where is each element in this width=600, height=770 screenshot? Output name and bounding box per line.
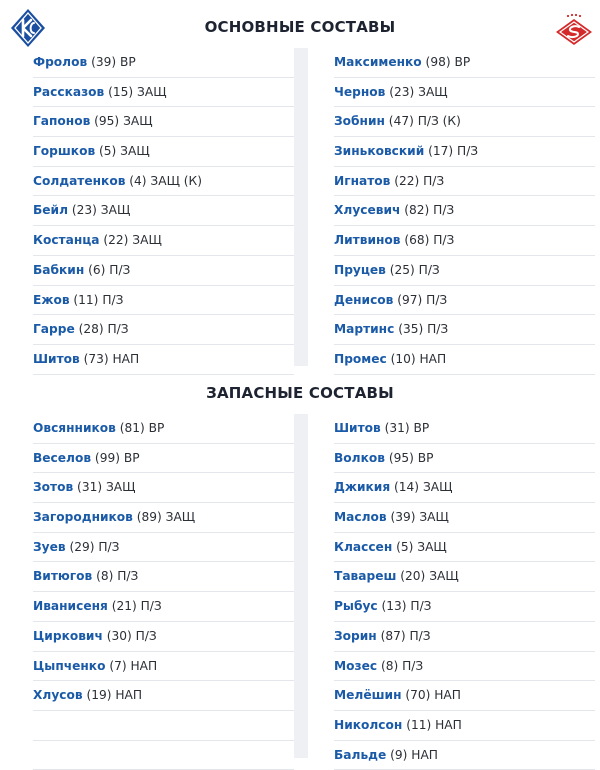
player-name-link[interactable]: Игнатов xyxy=(334,173,391,188)
player-name-link[interactable]: Загородников xyxy=(33,510,133,525)
player-number-position: (8) П/З xyxy=(92,569,139,584)
player-name-link[interactable]: Джикия xyxy=(334,480,391,495)
player-number-position: (97) П/З xyxy=(393,292,448,307)
player-row[interactable] xyxy=(33,592,294,622)
player-row[interactable] xyxy=(33,286,294,316)
player-number-position: (22) ЗАЩ xyxy=(99,233,162,248)
player-name-link[interactable]: Иванисеня xyxy=(33,599,108,614)
player-name-link[interactable]: Денисов xyxy=(334,292,394,307)
player-number-position: (89) ЗАЩ xyxy=(132,510,196,525)
player-number-position: (95) ЗАЩ xyxy=(90,114,153,129)
player-row[interactable] xyxy=(334,444,595,474)
player-row[interactable] xyxy=(334,256,595,286)
subs-lineups-title: ЗАПАСНЫЕ СОСТАВЫ xyxy=(206,384,394,402)
player-number-position: (68) П/З xyxy=(400,233,455,248)
player-name-link[interactable]: Тавареш xyxy=(334,569,397,584)
player-row[interactable] xyxy=(33,503,294,533)
player-name-link[interactable]: Ежов xyxy=(33,292,70,307)
player-number-position: (31) ВР xyxy=(380,421,430,435)
player-row[interactable] xyxy=(334,107,595,137)
player-number-position: (14) ЗАЩ xyxy=(390,480,453,495)
player-number-position: (21) П/З xyxy=(107,599,162,614)
player-row[interactable] xyxy=(334,652,595,682)
player-number-position: (4) ЗАЩ (К) xyxy=(125,173,202,188)
player-row[interactable] xyxy=(33,414,294,444)
player-row[interactable] xyxy=(33,444,294,474)
player-number-position: (23) ЗАЩ xyxy=(385,84,448,99)
player-row[interactable] xyxy=(334,622,595,652)
player-row[interactable] xyxy=(33,533,294,563)
player-row[interactable] xyxy=(33,622,294,652)
player-row[interactable] xyxy=(33,315,294,345)
player-number-position: (82) П/З xyxy=(400,203,455,218)
player-number-position: (10) НАП xyxy=(386,351,447,366)
subs-column-divider xyxy=(294,414,308,758)
player-number-position: (9) НАП xyxy=(386,747,438,762)
player-name-link[interactable]: Рыбус xyxy=(334,599,378,614)
player-name-link[interactable]: Чернов xyxy=(334,84,386,99)
subs-away-lineup xyxy=(334,414,595,770)
main-away-lineup xyxy=(334,48,595,375)
player-row[interactable] xyxy=(334,741,595,770)
player-name-link[interactable]: Промес xyxy=(334,351,387,366)
player-row[interactable] xyxy=(334,592,595,622)
player-row[interactable] xyxy=(334,78,595,108)
player-number-position: (98) ВР xyxy=(421,55,471,69)
player-row[interactable] xyxy=(33,48,294,78)
player-number-position: (31) ЗАЩ xyxy=(73,480,136,495)
player-number-position: (70) НАП xyxy=(401,688,461,703)
player-name-link[interactable]: Хлусов xyxy=(33,688,83,703)
player-name-link[interactable]: Фролов xyxy=(33,55,88,69)
player-number-position: (11) П/З xyxy=(69,292,124,307)
player-row[interactable] xyxy=(33,107,294,137)
empty-row xyxy=(33,711,294,741)
player-number-position: (7) НАП xyxy=(105,658,158,673)
player-name-link[interactable]: Мелёшин xyxy=(334,688,402,703)
player-name-link[interactable]: Мартинс xyxy=(334,322,395,337)
player-name-link[interactable]: Гапонов xyxy=(33,114,91,129)
player-number-position: (47) П/З (К) xyxy=(384,114,461,129)
player-row[interactable] xyxy=(334,226,595,256)
player-row[interactable] xyxy=(33,137,294,167)
player-number-position: (73) НАП xyxy=(79,351,140,366)
player-row[interactable] xyxy=(33,562,294,592)
player-name-link[interactable]: Пруцев xyxy=(334,262,386,277)
player-row[interactable] xyxy=(33,652,294,682)
player-number-position: (6) П/З xyxy=(84,262,131,277)
player-name-link[interactable]: Гарре xyxy=(33,322,75,337)
player-row[interactable] xyxy=(334,473,595,503)
player-row[interactable] xyxy=(33,226,294,256)
main-lineups-title: ОСНОВНЫЕ СОСТАВЫ xyxy=(204,18,396,36)
player-row[interactable] xyxy=(33,345,294,375)
spartak-logo-icon xyxy=(554,8,594,48)
player-number-position: (17) П/З xyxy=(424,144,479,159)
player-name-link[interactable]: Максименко xyxy=(334,55,422,69)
player-number-position: (39) ЗАЩ xyxy=(386,510,449,525)
player-row[interactable] xyxy=(334,503,595,533)
player-row[interactable] xyxy=(33,681,294,711)
player-name-link[interactable]: Веселов xyxy=(33,450,92,465)
player-name-link[interactable]: Зиньковский xyxy=(334,144,425,159)
player-name-link[interactable]: Литвинов xyxy=(334,233,401,248)
player-number-position: (8) П/З xyxy=(377,658,424,673)
player-name-link[interactable]: Зобнин xyxy=(334,114,385,129)
player-row[interactable] xyxy=(33,473,294,503)
main-column-divider xyxy=(294,48,308,366)
player-number-position: (29) П/З xyxy=(65,539,120,554)
player-row[interactable] xyxy=(33,167,294,197)
player-name-link[interactable]: Маслов xyxy=(334,510,387,525)
player-number-position: (95) ВР xyxy=(384,450,434,465)
player-number-position: (22) П/З xyxy=(390,173,445,188)
player-row[interactable] xyxy=(334,167,595,197)
player-row[interactable] xyxy=(334,562,595,592)
player-row[interactable] xyxy=(334,48,595,78)
player-name-link[interactable]: Зуев xyxy=(33,539,66,554)
player-name-link[interactable]: Рассказов xyxy=(33,84,105,99)
player-number-position: (28) П/З xyxy=(74,322,129,337)
player-row[interactable] xyxy=(33,256,294,286)
main-home-lineup xyxy=(33,48,294,375)
player-name-link[interactable]: Горшков xyxy=(33,144,96,159)
player-number-position: (11) НАП xyxy=(402,717,462,732)
player-name-link[interactable]: Костанца xyxy=(33,233,100,248)
subs-lineups-header xyxy=(0,372,600,414)
player-name-link[interactable]: Солдатенков xyxy=(33,173,126,188)
player-row[interactable] xyxy=(334,137,595,167)
player-row[interactable] xyxy=(334,681,595,711)
player-name-link[interactable]: Волков xyxy=(334,450,385,465)
player-name-link[interactable]: Бейл xyxy=(33,203,69,218)
player-name-link[interactable]: Хлусевич xyxy=(334,203,401,218)
player-number-position: (15) ЗАЩ xyxy=(104,84,167,99)
player-number-position: (39) ВР xyxy=(87,55,136,69)
player-number-position: (5) ЗАЩ xyxy=(95,144,150,159)
player-number-position: (20) ЗАЩ xyxy=(396,569,459,584)
player-name-link[interactable]: Цыпченко xyxy=(33,658,106,673)
player-name-link[interactable]: Николсон xyxy=(334,717,403,732)
player-row[interactable] xyxy=(334,414,595,444)
player-number-position: (87) П/З xyxy=(376,628,431,643)
player-number-position: (25) П/З xyxy=(385,262,440,277)
player-name-link[interactable]: Бальде xyxy=(334,747,387,762)
player-row[interactable] xyxy=(334,196,595,226)
player-name-link[interactable]: Бабкин xyxy=(33,262,85,277)
player-row[interactable] xyxy=(334,711,595,741)
player-name-link[interactable]: Зотов xyxy=(33,480,74,495)
player-name-link[interactable]: Классен xyxy=(334,539,393,554)
main-lineups-header xyxy=(0,4,600,50)
player-number-position: (13) П/З xyxy=(377,599,432,614)
player-row[interactable] xyxy=(33,196,294,226)
player-name-link[interactable]: Зорин xyxy=(334,628,377,643)
player-name-link[interactable]: Шитов xyxy=(33,351,80,366)
player-number-position: (99) ВР xyxy=(91,450,140,465)
player-row[interactable] xyxy=(33,78,294,108)
empty-row xyxy=(33,741,294,770)
player-name-link[interactable]: Циркович xyxy=(33,628,103,643)
player-row[interactable] xyxy=(334,533,595,563)
player-row[interactable] xyxy=(334,315,595,345)
player-row[interactable] xyxy=(334,345,595,375)
player-name-link[interactable]: Шитов xyxy=(334,421,381,435)
player-number-position: (35) П/З xyxy=(394,322,449,337)
player-number-position: (30) П/З xyxy=(102,628,157,643)
subs-home-lineup xyxy=(33,414,294,770)
player-row[interactable] xyxy=(334,286,595,316)
player-number-position: (19) НАП xyxy=(82,688,143,703)
player-name-link[interactable]: Витюгов xyxy=(33,569,93,584)
player-number-position: (81) ВР xyxy=(115,421,165,435)
player-number-position: (5) ЗАЩ xyxy=(392,539,447,554)
player-name-link[interactable]: Овсянников xyxy=(33,421,116,435)
player-number-position: (23) ЗАЩ xyxy=(68,203,131,218)
player-name-link[interactable]: Мозес xyxy=(334,658,378,673)
